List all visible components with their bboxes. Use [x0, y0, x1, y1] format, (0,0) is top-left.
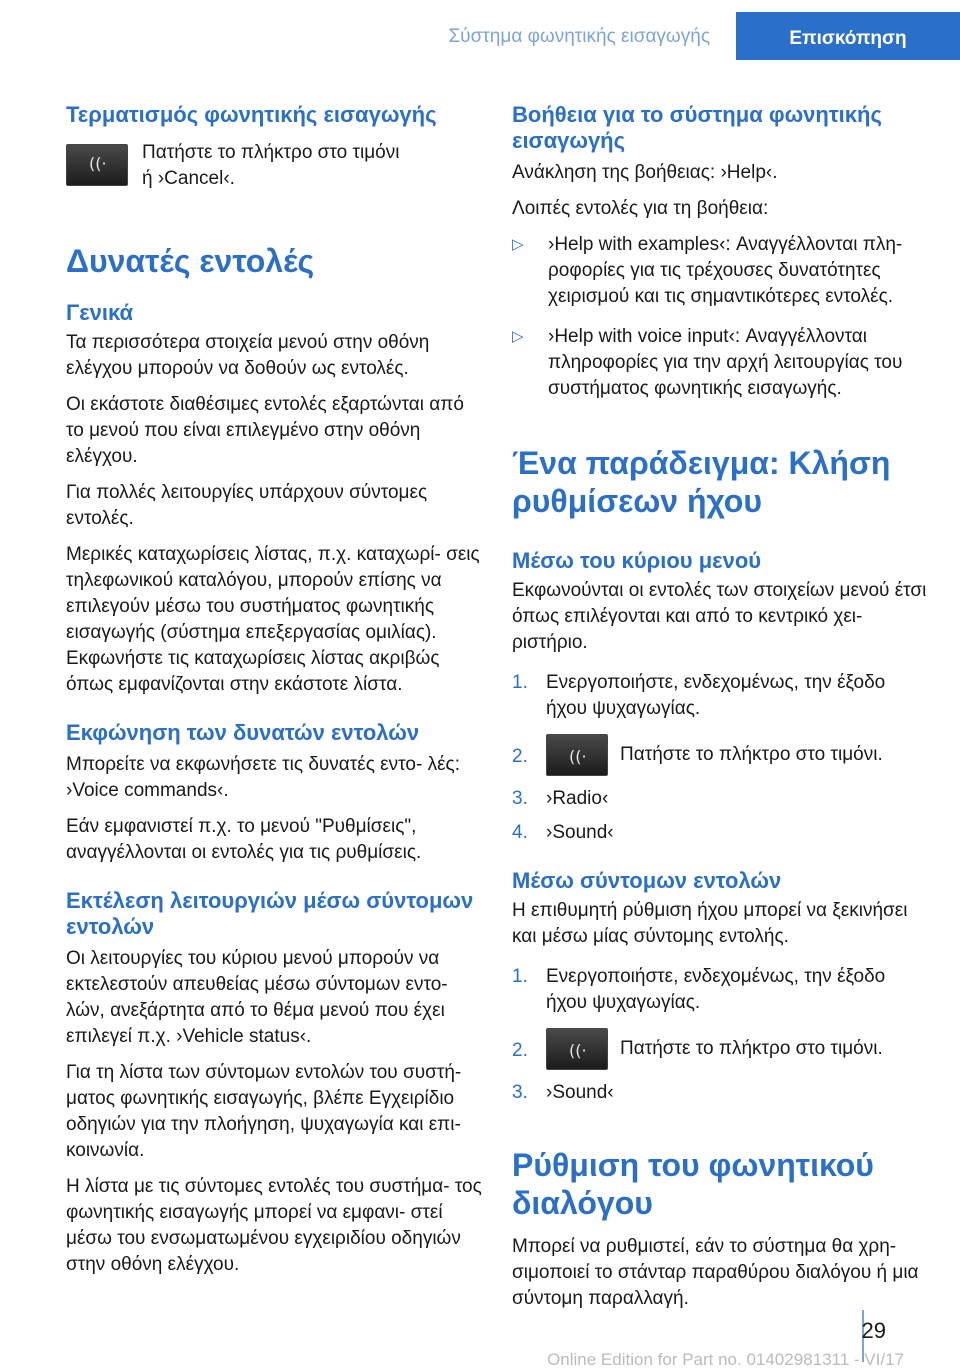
- voice-button-icon: ((·: [546, 734, 608, 776]
- exec-p2: Για τη λίστα των σύντομων εντολών του συστή‐ ματος φωνητικής εισαγωγής, βλέπε Εγχειρίδιο οδηγιών για την πλοήγηση, ψυχαγωγία και επι‐ κοινωνία.: [66, 1062, 462, 1161]
- dialog-heading: Ρύθμιση του φωνητικού διαλόγου: [512, 1147, 874, 1221]
- announce-p2: Εάν εμφανιστεί π.χ. το μενού "Ρυθμίσεις", αναγγέλλονται οι εντολές για τις ρυθμίσεις.: [66, 816, 422, 863]
- main-menu-p: Εκφωνούνται οι εντολές των στοιχείων μενού έτσι όπως επιλέγονται και από το κεντρικό χει‐ ριστήριο.: [512, 580, 927, 653]
- end-voice-text-2: ή ›Cancel‹.: [142, 168, 235, 189]
- edition-text: Online Edition for Part no. 01402981311 - VI/17: [547, 1350, 904, 1369]
- list-item: 2. ((· Πατήστε το πλήκτρο στο τιμόνι.: [512, 734, 928, 776]
- list-item: 3. ›Radio‹: [512, 788, 609, 809]
- general-p2: Οι εκάστοτε διαθέσιμες εντολές εξαρτώνται από το μενού που είναι επιλεγμένο στην οθόνη ελέγχου.: [66, 394, 464, 467]
- announce-p1: Μπορείτε να εκφωνήσετε τις δυνατές εντο‐ λές: ›Voice commands‹.: [66, 754, 460, 801]
- announce-heading: Εκφώνηση των δυνατών εντολών: [66, 720, 420, 745]
- end-voice-heading: Τερματισμός φωνητικής εισαγωγής: [66, 102, 437, 127]
- exec-p1: Οι λειτουργίες του κύριου μενού μπορούν να εκτελεστούν απευθείας μέσω σύντομων εντο‐ λών, ανεξάρτητα από το θέμα μενού που έχει επιλεγεί π.χ. ›Vehicle status‹.: [66, 948, 448, 1047]
- main-menu-heading: Μέσω του κύριου μενού: [512, 548, 762, 573]
- bullet-marker: ▷: [512, 236, 524, 253]
- help-p2: Λοιπές εντολές για τη βοήθεια:: [512, 198, 769, 219]
- general-p4: Μερικές καταχωρίσεις λίστας, π.χ. καταχωρί‐ σεις τηλεφωνικού καταλόγου, μπορούν επίσης να επιλεγούν μέσω του συστήματος φωνητικής εισαγωγής (σύστημα επεξεργασίας ομιλίας). Εκφωνήστε τις καταχωρίσεις λίστας ακριβώς όπως εμφανίζονται στην εκάστοτε λίστα.: [66, 544, 480, 695]
- list-item: 3. ›Sound‹: [512, 1082, 614, 1103]
- general-p1: Τα περισσότερα στοιχεία μενού στην οθόνη ελέγχου μπορούν να δοθούν ως εντολές.: [66, 332, 430, 379]
- commands-heading: Δυνατές εντολές: [66, 243, 315, 279]
- voice-button-icon: ((·: [66, 144, 128, 186]
- exec-p3: Η λίστα με τις σύντομες εντολές του συστήμα‐ τος φωνητικής εισαγωγής μπορεί να εμφανι‐ στεί μέσω του ενσωματωμένου εγχειριδίου οδηγιών στην οθόνη ελέγχου.: [66, 1176, 482, 1275]
- list-item: 1. Ενεργοποιήστε, ενδεχομένως, την έξοδο ήχου ψυχαγωγίας.: [512, 672, 886, 719]
- list-item: ▷ ›Help with voice input‹: Αναγγέλλονται πληροφορίες για την αρχή λειτουργίας του συστήματος φωνητικής εισαγωγής.: [512, 326, 903, 399]
- page-header: [0, 0, 960, 60]
- list-item: 2. ((· Πατήστε το πλήκτρο στο τιμόνι.: [512, 1028, 928, 1070]
- general-p3: Για πολλές λειτουργίες υπάρχουν σύντομες εντολές.: [66, 482, 428, 529]
- voice-button-icon: ((·: [546, 1028, 608, 1070]
- header-tab: Επισκόπηση: [736, 12, 960, 60]
- list-item: 1. Ενεργοποιήστε, ενδεχομένως, την έξοδο ήχου ψυχαγωγίας.: [512, 966, 886, 1013]
- header-section-title: Σύστημα φωνητικής εισαγωγής: [448, 26, 710, 47]
- end-voice-row: [66, 140, 482, 192]
- list-item: ▷ ›Help with examples‹: Αναγγέλλονται πλη‐ ροφορίες για τις τρέχουσες δυνατότητες χειρισμού και τις σημαντικότερες εντολές.: [512, 234, 903, 307]
- exec-heading: Εκτέλεση λειτουργιών μέσω σύντομων εντολών: [66, 888, 474, 939]
- example-heading: Ένα παράδειγμα: Κλήση ρυθμίσεων ήχου: [512, 445, 891, 519]
- general-heading: Γενικά: [66, 300, 134, 325]
- short-p: Η επιθυμητή ρύθμιση ήχου μπορεί να ξεκινήσει και μέσω μίας σύντομης εντολής.: [512, 900, 908, 947]
- bullet-marker: ▷: [512, 328, 524, 345]
- left-column: [66, 100, 482, 1278]
- list-item: 4. ›Sound‹: [512, 822, 614, 843]
- short-heading: Μέσω σύντομων εντολών: [512, 868, 782, 893]
- help-p1: Ανάκληση της βοήθειας: ›Help‹.: [512, 162, 778, 183]
- help-heading: Βοήθεια για το σύστημα φωνητικής εισαγωγής: [512, 102, 882, 153]
- page-number: 29: [861, 1318, 886, 1343]
- end-voice-text-1: Πατήστε το πλήκτρο στο τιμόνι: [142, 142, 400, 163]
- dialog-p: Μπορεί να ρυθμιστεί, εάν το σύστημα θα χρη‐ σιμοποιεί το στάνταρ παραθύρου διαλόγου ή μια σύντομη παραλλαγή.: [512, 1236, 919, 1309]
- right-column: [512, 100, 928, 1312]
